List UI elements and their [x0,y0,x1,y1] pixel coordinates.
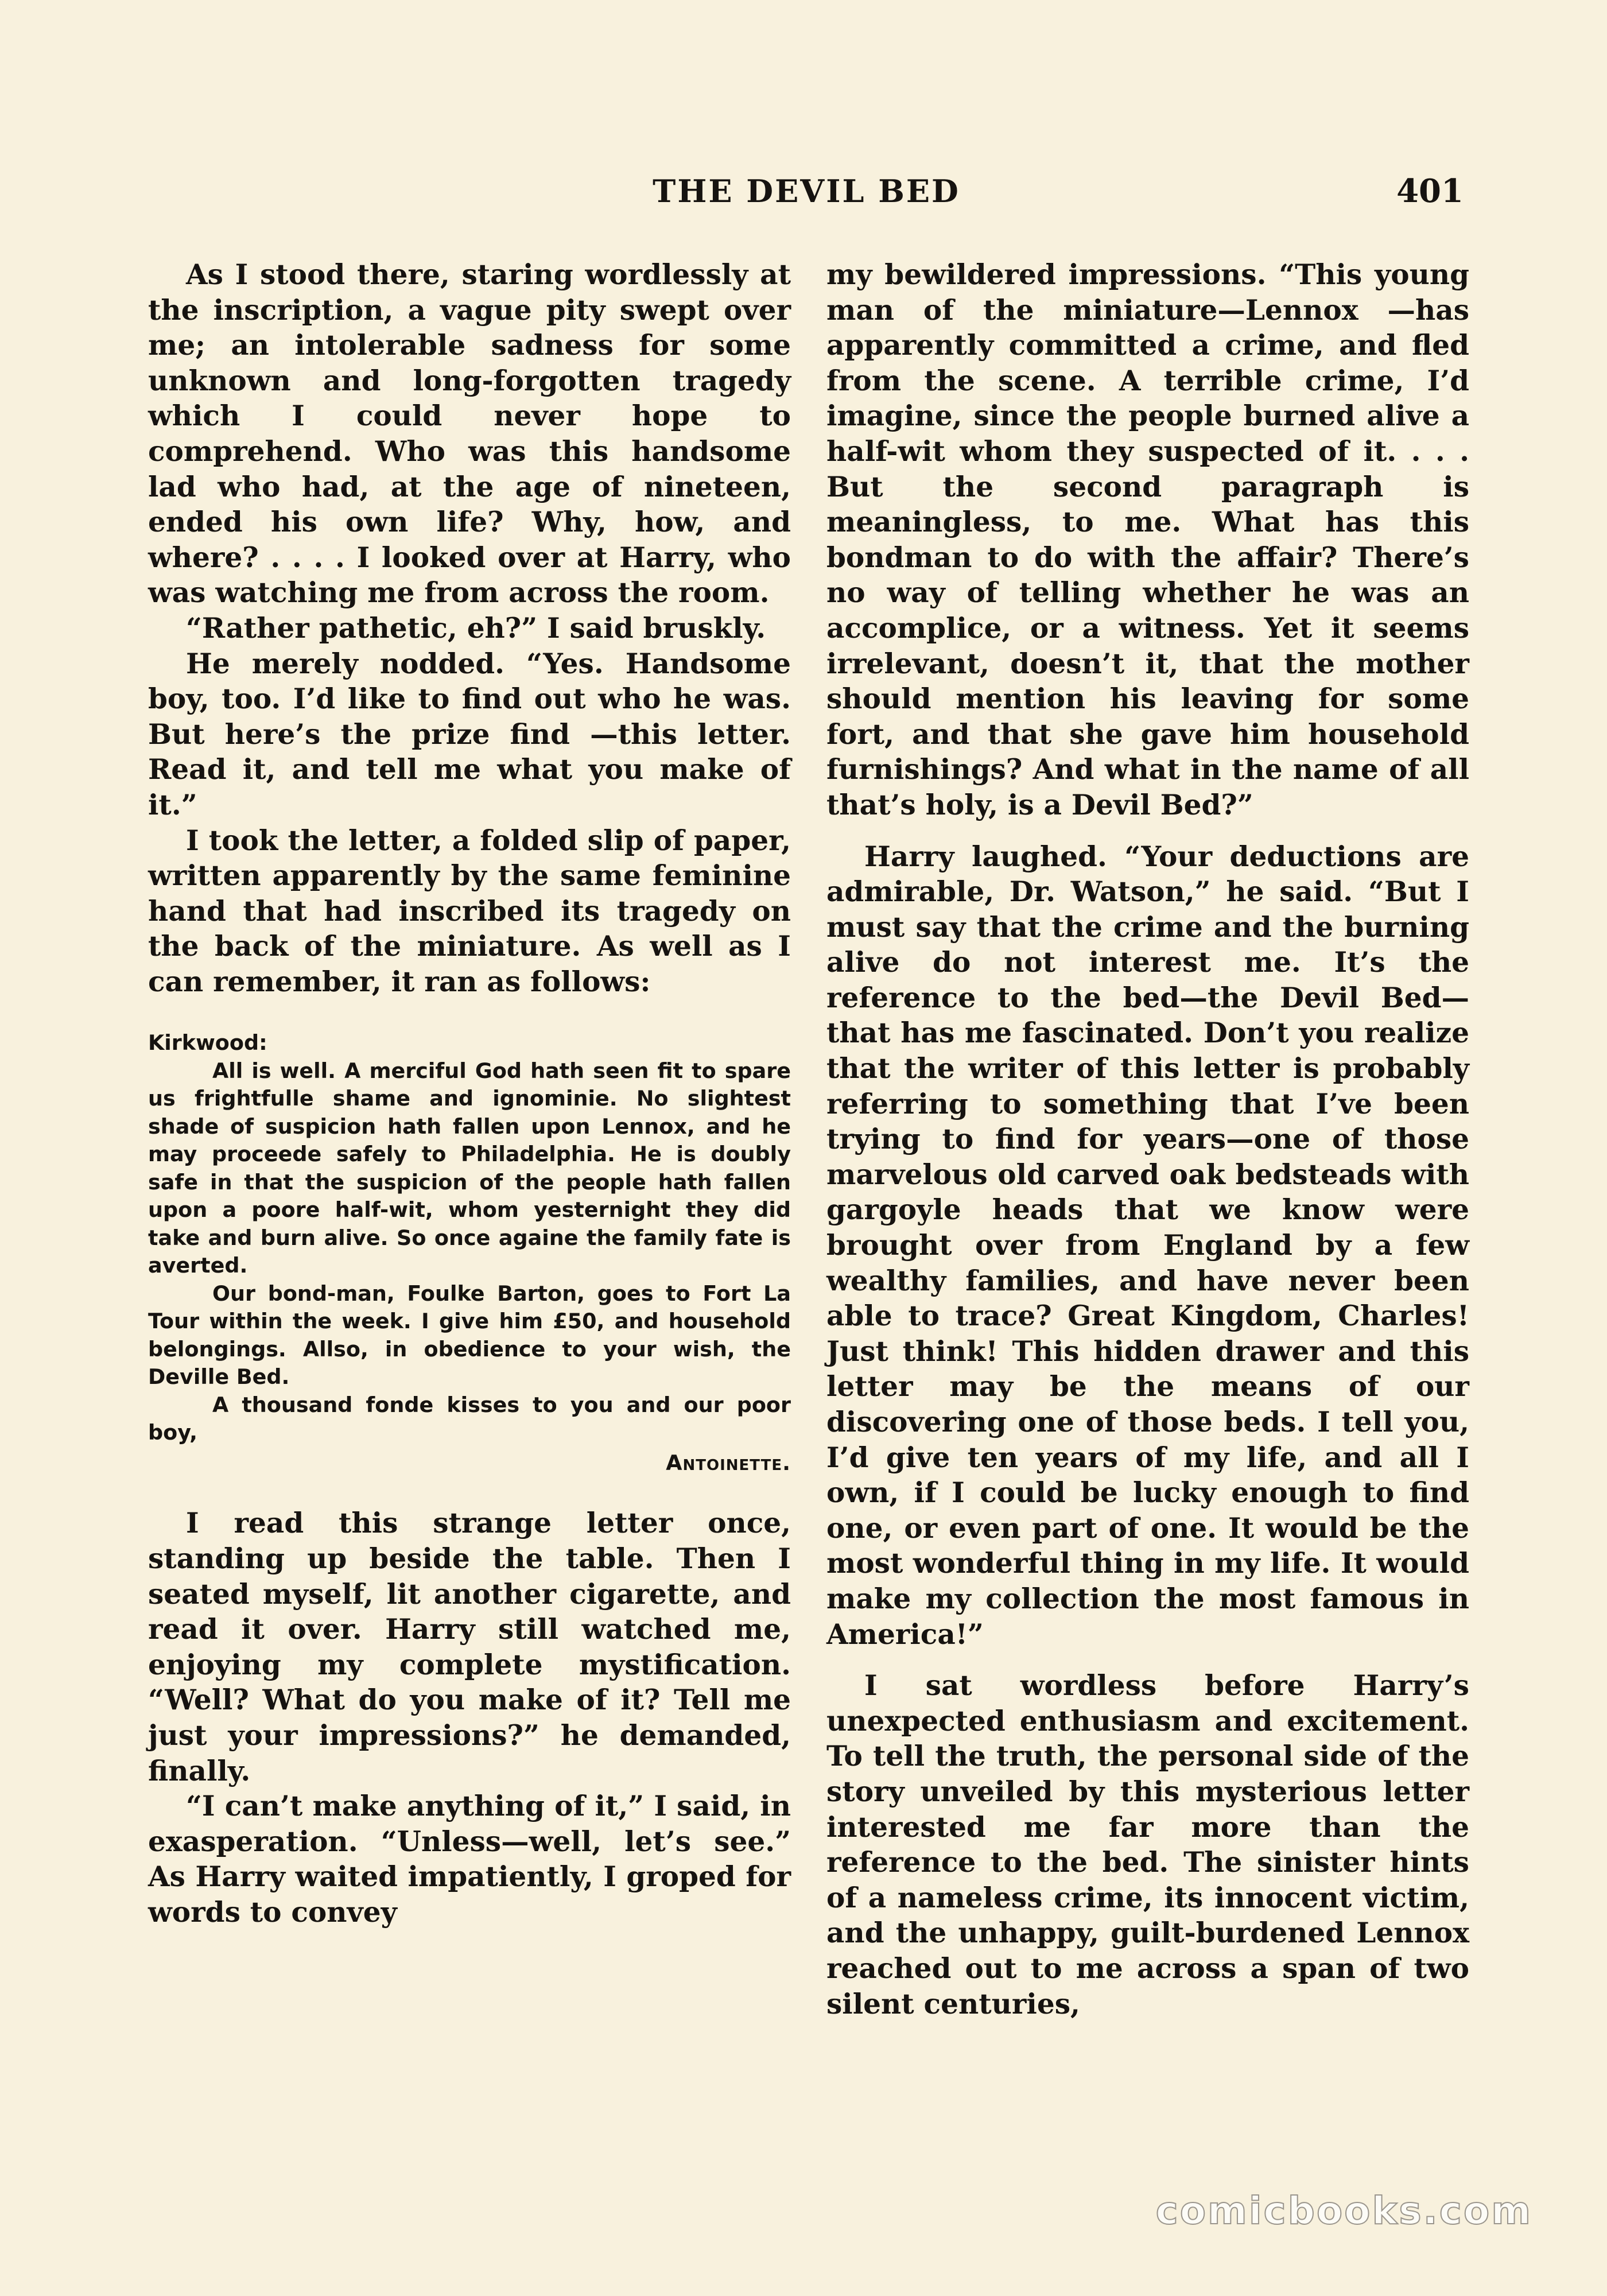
paragraph: my bewildered impressions. “This young man of the miniature—Lennox —has apparently committed a crime, and fled from the scene. A terrible crime, I’d imagine, since the people burned alive a half-wit whom they suspected of it. . . . But the second paragraph is meaningless, to me. What has this bondman to do with the affair? There’s no way of telling whether he was an accomplice, or a witness. Yet it seems irrelevant, doesn’t it, that the mother should mention his leaving for some fort, and that she gave him household furnishings? And what in the name of all that’s holy, is a Devil Bed?” [826,258,1469,821]
paragraph: “Rather pathetic, eh?” I said bruskly. [186,611,766,645]
letter-paragraph: A thousand fonde kisses to you and our poor boy, [148,1392,791,1445]
site-watermark: comicbooks.com [1155,2189,1532,2233]
letter-paragraph: All is well. A merciful God hath seen fit to spare us frightfulle shame and ignominie. No slightest shade of suspicion hath fallen upon Lennox, and he may proceede safely to Philadelphia. He is doubly safe in that the suspicion of the people hath fallen upon a poore half-wit, whom yesternight they did take and burn alive. So once againe the family fate is averted. [148,1058,791,1278]
right-column [826,257,1469,2022]
paragraph: As I stood there, staring wordlessly at the inscription, a vague pity swept over me; an intolerable sadness for some unknown and long-forgotten tragedy which I could never hope to comprehend. Who was this handsome lad who had, at the age of nineteen, ended his own life? Why, how, and where? . . . . I looked over at Harry, who was watching me from across the room. [148,258,791,610]
page-number: 401 [1396,172,1464,210]
running-title: THE DEVIL BED [653,173,960,210]
letter-salutation: Kirkwood: [148,1030,267,1056]
letter-paragraph: Our bond-man, Foulke Barton, goes to Fort La Tour within the week. I give him £50, and household belongings. Allso, in obedience to your wish, the Deville Bed. [148,1281,791,1390]
paragraph: I read this strange letter once, standing up beside the table. Then I seated myself, lit another cigarette, and read it over. Harry still watched me, enjoying my complete mystification. “Well? What do you make of it? Tell me just your impressions?” he demanded, finally. [148,1507,791,1787]
paragraph: He merely nodded. “Yes. Handsome boy, too. I’d like to find out who he was. But here’s the prize find —this letter. Read it, and tell me what you make of it.” [148,647,791,821]
paragraph: “I can’t make anything of it,” I said, in exasperation. “Unless—well, let’s see.” As Harry waited impatiently, I groped for words to convey [148,1790,791,1929]
page-header [149,171,1464,211]
letter-signature: Antoinette. [666,1450,791,1475]
left-column [148,257,791,1930]
paragraph: I took the letter, a folded slip of paper, written apparently by the same feminine hand that had inscribed its tragedy on the back of the miniature. As well as I can remember, it ran as follows: [148,824,791,998]
paragraph: I sat wordless before Harry’s unexpected enthusiasm and excitement. To tell the truth, the personal side of the story unveiled by this mysterious letter interested me far more than the reference to the bed. The sinister hints of a nameless crime, its innocent victim, and the unhappy, guilt-burdened Lennox reached out to me across a span of two silent centuries, [826,1669,1469,2020]
quoted-letter [148,1029,791,1477]
paragraph: Harry laughed. “Your deductions are admirable, Dr. Watson,” he said. “But I must say that the crime and the burning alive do not interest me. It’s the reference to the bed—the Devil Bed—that has me fascinated. Don’t you realize that the writer of this letter is probably referring to something that I’ve been trying to find for years—one of those marvelous old carved oak bedsteads with gargoyle heads that we know were brought over from England by a few wealthy families, and have never been able to trace? Great Kingdom, Charles! Just think! This hidden drawer and this letter may be the means of our discovering one of those beds. I tell you, I’d give ten years of my life, and all I own, if I could be lucky enough to find one, or even part of one. It would be the most wonderful thing in my life. It would make my collection the most famous in America!” [826,840,1469,1651]
